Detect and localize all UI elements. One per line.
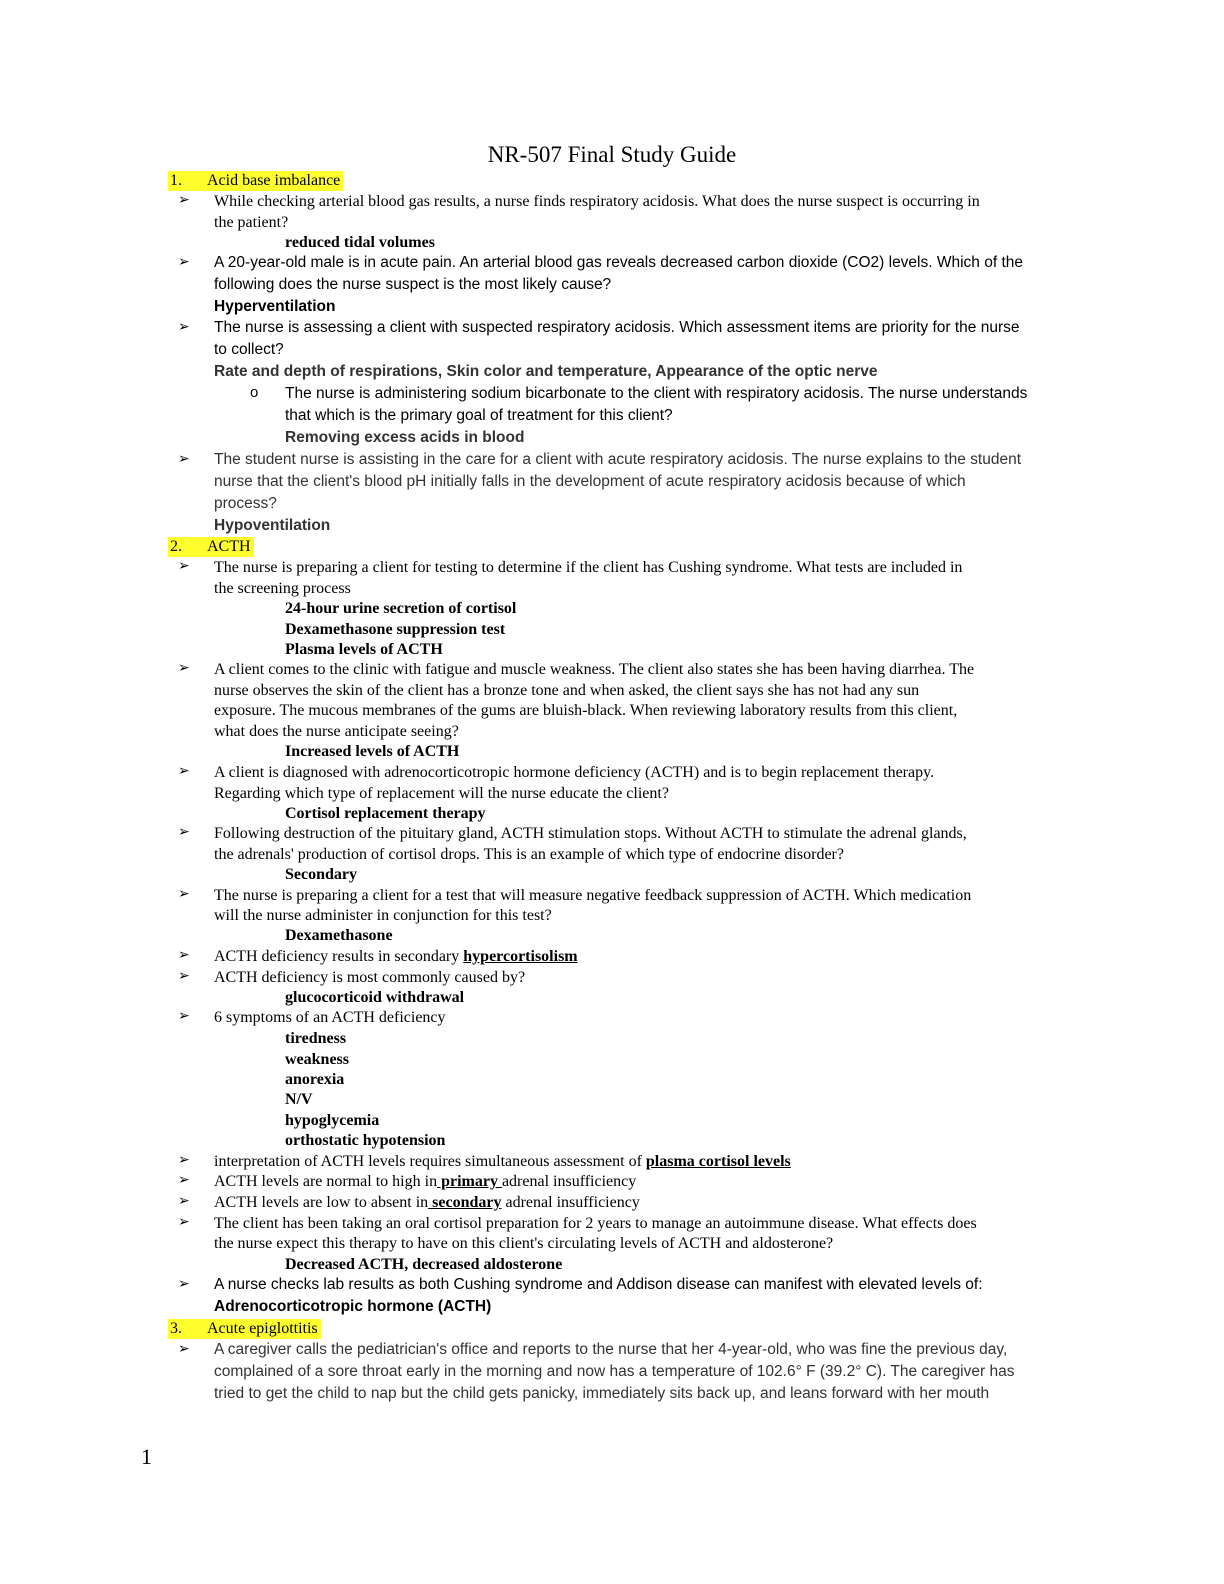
answer-text: Decreased ACTH, decreased aldosterone [285, 1256, 563, 1273]
arrow-bullet-icon: ➢ [178, 192, 190, 208]
arrow-bullet-icon: ➢ [178, 1193, 190, 1209]
answer-text: Removing excess acids in blood [285, 429, 525, 446]
fact-text: ACTH deficiency results in secondary hypercortisolism [214, 948, 578, 965]
answer-text: Plasma levels of ACTH [285, 641, 443, 658]
arrow-bullet-icon: ➢ [178, 319, 190, 335]
answer-text: glucocorticoid withdrawal [285, 989, 465, 1006]
symptom-item: N/V [285, 1091, 313, 1108]
question-text: complained of a sore throat early in the morning and now has a temperature of 102.6° F (39.2° C). The caregiver has [214, 1363, 1015, 1380]
question-text: The nurse is preparing a client for testing to determine if the client has Cushing syndrome. What tests are included in [214, 559, 963, 576]
circle-bullet-icon: o [250, 384, 259, 401]
question-text: that which is the primary goal of treatment for this client? [285, 407, 673, 424]
answer-text: 24-hour urine secretion of cortisol [285, 600, 517, 617]
answer-text: Hypoventilation [214, 517, 331, 534]
question-text: ACTH deficiency is most commonly caused by? [214, 969, 526, 986]
answer-text: Adrenocorticotropic hormone (ACTH) [214, 1298, 492, 1315]
underlined-term: plasma cortisol levels [645, 1153, 791, 1170]
question-text: The student nurse is assisting in the care for a client with acute respiratory acidosis. The nurse explains to the student [214, 451, 1021, 468]
arrow-bullet-icon: ➢ [178, 947, 190, 963]
question-text: A caregiver calls the pediatrician's office and reports to the nurse that her 4-year-old, who was fine the previous day, [214, 1341, 1008, 1358]
question-text: A client comes to the clinic with fatigue and muscle weakness. The client also states she has been having diarrhea. The [214, 661, 975, 678]
fact-text: ACTH levels are low to absent in secondary adrenal insufficiency [214, 1194, 640, 1211]
question-text: Following destruction of the pituitary gland, ACTH stimulation stops. Without ACTH to stimulate the adrenal glands, [214, 825, 967, 842]
answer-text: Increased levels of ACTH [285, 743, 460, 760]
underlined-term: hypercortisolism [463, 948, 578, 965]
question-text: The nurse is administering sodium bicarbonate to the client with respiratory acidosis. The nurse understands [285, 385, 1028, 402]
question-text: The nurse is assessing a client with suspected respiratory acidosis. Which assessment items are priority for the nurse [214, 319, 1020, 336]
question-text: tried to get the child to nap but the child gets panicky, immediately sits back up, and leans forward with her mouth [214, 1385, 990, 1402]
underlined-term: secondary [428, 1194, 502, 1211]
question-text: process? [214, 495, 277, 512]
question-text: what does the nurse anticipate seeing? [214, 723, 459, 740]
answer-text: Dexamethasone suppression test [285, 621, 506, 638]
symptom-item: weakness [285, 1051, 350, 1068]
question-text: the patient? [214, 214, 289, 231]
answer-text: reduced tidal volumes [285, 234, 435, 251]
question-text: the adrenals' production of cortisol drops. This is an example of which type of endocrine disorder? [214, 846, 844, 863]
answer-text: Rate and depth of respirations, Skin color and temperature, Appearance of the optic nerve [214, 363, 878, 380]
question-text: A nurse checks lab results as both Cushing syndrome and Addison disease can manifest with elevated levels of: [214, 1276, 983, 1293]
question-text: Regarding which type of replacement will the nurse educate the client? [214, 785, 669, 802]
arrow-bullet-icon: ➢ [178, 886, 190, 902]
question-text: will the nurse administer in conjunction for this test? [214, 907, 552, 924]
question-text: While checking arterial blood gas results, a nurse finds respiratory acidosis. What does the nurse suspect is occurring in [214, 193, 980, 210]
arrow-bullet-icon: ➢ [178, 1172, 190, 1188]
question-text: nurse that the client's blood pH initially falls in the development of acute respiratory acidosis because of which [214, 473, 966, 490]
answer-text: Hyperventilation [214, 298, 336, 315]
section-heading-acth: 2. ACTH [168, 537, 254, 557]
question-text: to collect? [214, 341, 284, 358]
question-text: the nurse expect this therapy to have on this client's circulating levels of ACTH and aldosterone? [214, 1235, 834, 1252]
question-text: A 20-year-old male is in acute pain. An arterial blood gas reveals decreased carbon dioxide (CO2) levels. Which of the [214, 254, 1024, 271]
page-number: 1 [141, 1444, 152, 1469]
section-heading-epiglottitis: 3. Acute epiglottitis [168, 1319, 321, 1339]
symptom-item: orthostatic hypotension [285, 1132, 446, 1149]
symptom-item: hypoglycemia [285, 1112, 380, 1129]
answer-text: Dexamethasone [285, 927, 393, 944]
question-text: exposure. The mucous membranes of the gums are bluish-black. When reviewing laboratory results from this client, [214, 702, 958, 719]
arrow-bullet-icon: ➢ [178, 1276, 190, 1292]
arrow-bullet-icon: ➢ [178, 660, 190, 676]
arrow-bullet-icon: ➢ [178, 1214, 190, 1230]
arrow-bullet-icon: ➢ [178, 451, 190, 467]
arrow-bullet-icon: ➢ [178, 1152, 190, 1168]
question-text: following does the nurse suspect is the most likely cause? [214, 276, 612, 293]
arrow-bullet-icon: ➢ [178, 824, 190, 840]
document-title: NR-507 Final Study Guide [487, 142, 737, 167]
question-text: A client is diagnosed with adrenocorticotropic hormone deficiency (ACTH) and is to begin replacement therapy. [214, 764, 935, 781]
symptom-item: tiredness [285, 1030, 347, 1047]
arrow-bullet-icon: ➢ [178, 558, 190, 574]
symptom-item: anorexia [285, 1071, 345, 1088]
answer-text: Secondary [285, 866, 357, 883]
arrow-bullet-icon: ➢ [178, 763, 190, 779]
arrow-bullet-icon: ➢ [178, 968, 190, 984]
arrow-bullet-icon: ➢ [178, 1008, 190, 1024]
question-text: nurse observes the skin of the client has a bronze tone and when asked, the client says she has not had any sun [214, 682, 920, 699]
question-text: the screening process [214, 580, 351, 597]
question-text: The nurse is preparing a client for a test that will measure negative feedback suppression of ACTH. Which medication [214, 887, 972, 904]
arrow-bullet-icon: ➢ [178, 1341, 190, 1357]
section-heading-acid-base: 1. Acid base imbalance [168, 171, 343, 191]
question-text: The client has been taking an oral cortisol preparation for 2 years to manage an autoimmune disease. What effects does [214, 1215, 977, 1232]
underlined-term: primary [437, 1173, 502, 1190]
fact-text: ACTH levels are normal to high in primary adrenal insufficiency [214, 1173, 637, 1190]
fact-text: interpretation of ACTH levels requires simultaneous assessment of plasma cortisol levels [214, 1153, 791, 1170]
answer-text: Cortisol replacement therapy [285, 805, 486, 822]
arrow-bullet-icon: ➢ [178, 254, 190, 270]
question-text: 6 symptoms of an ACTH deficiency [214, 1009, 446, 1026]
